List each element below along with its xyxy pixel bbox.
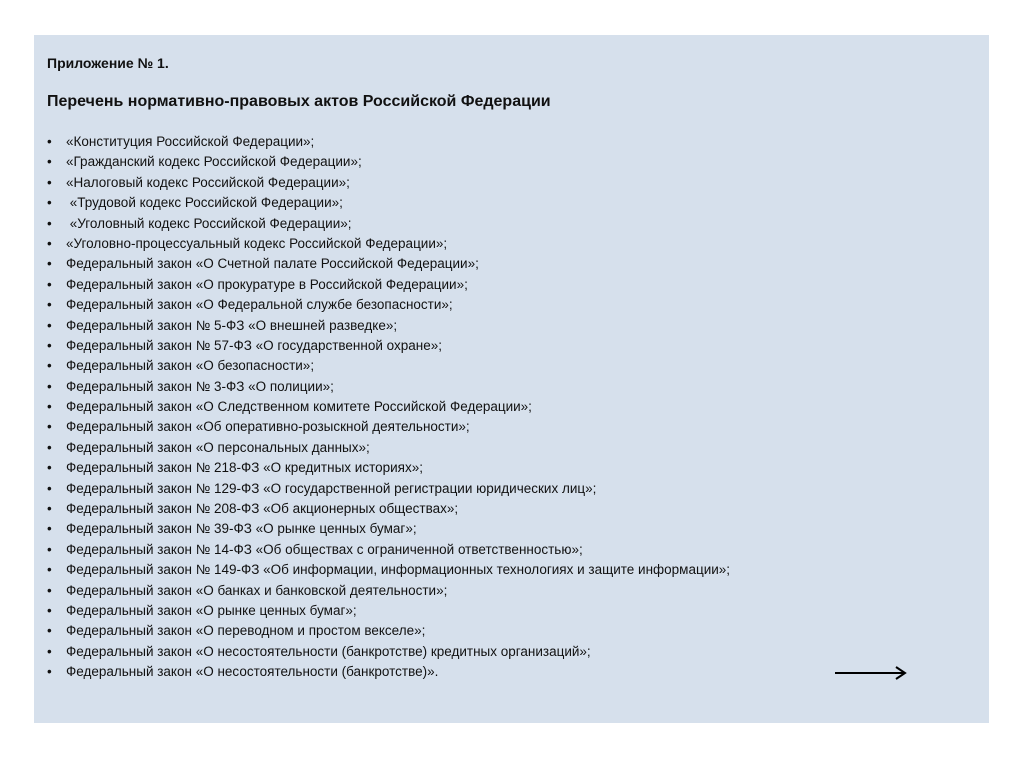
list-item-text: Федеральный закон «О переводном и простом векселе»;: [66, 623, 426, 639]
slide-panel: [34, 35, 989, 723]
bullet-icon: •: [47, 501, 52, 517]
bullet-icon: •: [47, 664, 52, 680]
bullet-icon: •: [47, 460, 52, 476]
bullet-icon: •: [47, 378, 52, 394]
list-item-text: Федеральный закон «О банках и банковской деятельности»;: [66, 582, 448, 598]
list-item-text: «Конституция Российской Федерации»;: [66, 134, 315, 149]
list-item-text: Федеральный закон «О несостоятельности (банкротстве)».: [66, 664, 439, 680]
appendix-title: Приложение № 1.: [47, 55, 169, 71]
list-item-text: Федеральный закон «О Счетной палате Российской Федерации»;: [66, 256, 479, 272]
list-item-text: Федеральный закон № 129-ФЗ «О государственной регистрации юридических лиц»;: [66, 480, 597, 496]
bullet-icon: •: [47, 154, 52, 170]
list-item-text: Федеральный закон «Об оперативно-розыскной деятельности»;: [66, 419, 470, 435]
bullet-icon: •: [47, 399, 52, 415]
bullet-icon: •: [47, 358, 52, 374]
list-item-text: Федеральный закон № 218-ФЗ «О кредитных историях»;: [66, 460, 423, 476]
list-heading: Перечень нормативно-правовых актов Российской Федерации: [47, 93, 551, 110]
list-item-text: Федеральный закон № 14-ФЗ «Об обществах с ограниченной ответственностью»;: [66, 541, 583, 557]
list-item-text: «Налоговый кодекс Российской Федерации»;: [66, 174, 350, 190]
bullet-icon: •: [47, 582, 52, 598]
bullet-icon: •: [47, 521, 52, 537]
bullet-icon: •: [47, 562, 52, 578]
bullet-icon: •: [47, 643, 52, 659]
bullet-icon: •: [47, 256, 52, 272]
list-item-text: Федеральный закон № 208-ФЗ «Об акционерных обществах»;: [66, 501, 459, 517]
list-item-text: Федеральный закон № 39-ФЗ «О рынке ценных бумаг»;: [66, 521, 417, 537]
list-item-text: Федеральный закон «О персональных данных»;: [66, 439, 370, 455]
list-item-text: «Уголовно-процессуальный кодекс Российской Федерации»;: [66, 235, 448, 251]
list-item-text: Федеральный закон № 57-ФЗ «О государственной охране»;: [66, 337, 442, 353]
list-item-text: «Уголовный кодекс Российской Федерации»;: [66, 215, 352, 231]
list-item-text: «Гражданский кодекс Российской Федерации»;: [66, 154, 362, 170]
bullet-icon: •: [47, 134, 52, 149]
list-item-text: Федеральный закон «О прокуратуре в Российской Федерации»;: [66, 276, 468, 292]
bullet-icon: •: [47, 623, 52, 639]
bullet-icon: •: [47, 439, 52, 455]
list-item-text: Федеральный закон № 149-ФЗ «Об информации, информационных технологиях и защите информации»;: [66, 562, 731, 578]
bullet-icon: •: [47, 337, 52, 353]
bullet-icon: •: [47, 297, 52, 313]
bullet-icon: •: [47, 480, 52, 496]
list-item-text: Федеральный закон № 3-ФЗ «О полиции»;: [66, 378, 334, 394]
list-item-text: Федеральный закон «О Федеральной службе безопасности»;: [66, 297, 453, 313]
bullet-icon: •: [47, 541, 52, 557]
bullet-icon: •: [47, 235, 52, 251]
bullet-icon: •: [47, 317, 52, 333]
list-item-text: Федеральный закон «О Следственном комитете Российской Федерации»;: [66, 399, 532, 415]
arrow-right-icon[interactable]: [834, 665, 908, 681]
list-item-text: Федеральный закон «О рынке ценных бумаг»;: [66, 602, 357, 618]
bullet-icon: •: [47, 174, 52, 190]
list-item-text: Федеральный закон «О безопасности»;: [66, 358, 315, 374]
list-item-text: Федеральный закон № 5-ФЗ «О внешней разведке»;: [66, 317, 398, 333]
bullet-icon: •: [47, 602, 52, 618]
bullet-icon: •: [47, 419, 52, 435]
list-item-text: Федеральный закон «О несостоятельности (банкротстве) кредитных организаций»;: [66, 643, 591, 659]
bullet-icon: •: [47, 215, 52, 231]
bullet-icon: •: [47, 195, 52, 211]
bullet-icon: •: [47, 276, 52, 292]
list-item-text: «Трудовой кодекс Российской Федерации»;: [66, 195, 343, 211]
